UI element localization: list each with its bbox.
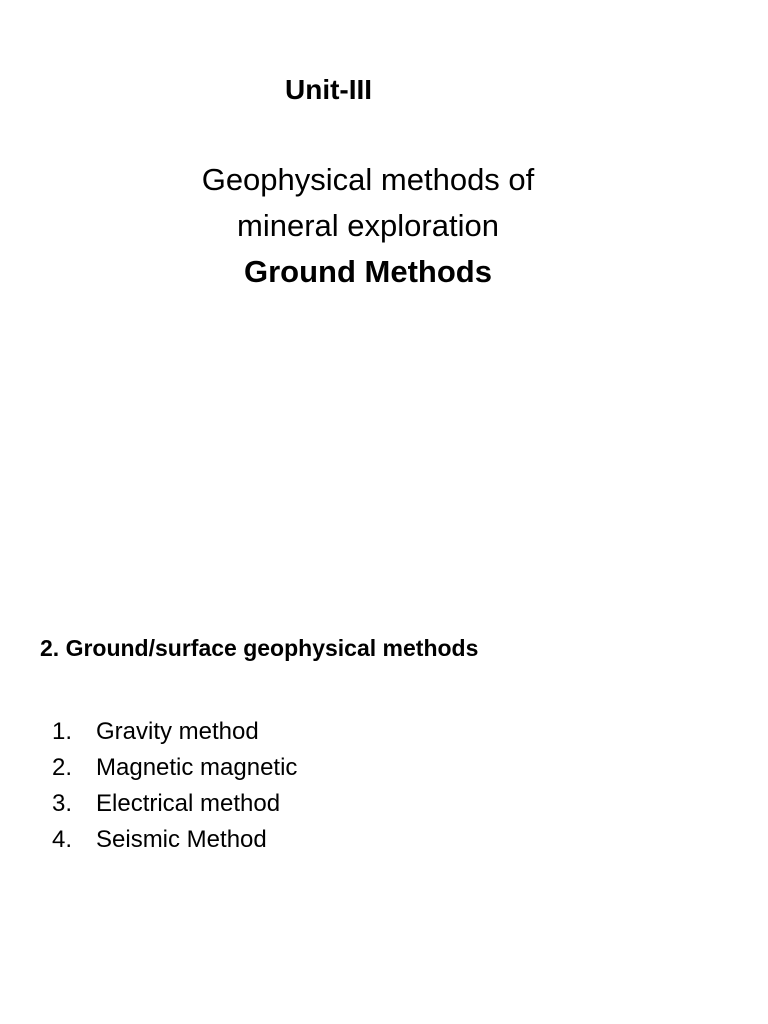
list-item-number: 1. xyxy=(52,718,73,745)
list-item-text: Gravity method xyxy=(96,718,259,745)
list-item-text: Seismic Method xyxy=(96,826,267,853)
list-item-number: 2. xyxy=(52,754,73,781)
list-item-text: Electrical method xyxy=(96,790,281,817)
list-item-number: 4. xyxy=(52,826,73,853)
list-item-number: 3. xyxy=(52,790,73,817)
title-line-1: Geophysical methods of xyxy=(201,162,535,197)
title-line-2: mineral exploration xyxy=(237,208,499,243)
section-heading: 2. Ground/surface geophysical methods xyxy=(40,635,479,661)
page-title xyxy=(168,157,568,295)
unit-title: Unit-III xyxy=(285,74,373,105)
title-line-3: Ground Methods xyxy=(244,254,492,289)
list-item-text: Magnetic magnetic xyxy=(96,754,298,781)
